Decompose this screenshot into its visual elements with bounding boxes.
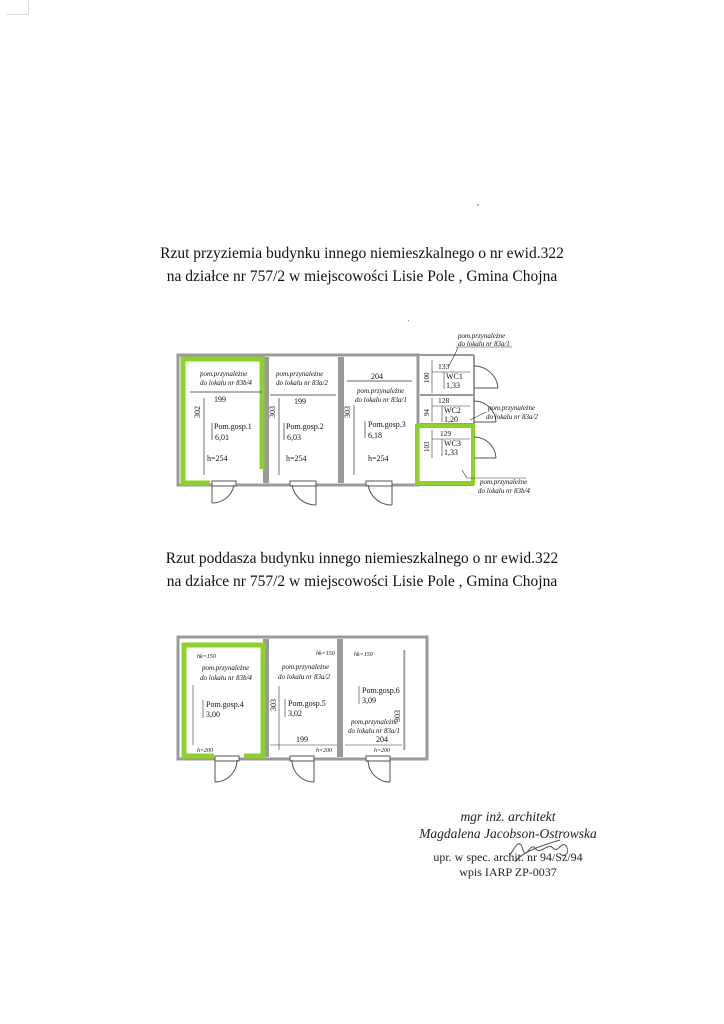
attic-room6-height: h=200 — [374, 748, 391, 754]
wc2-name: WC2 — [444, 406, 461, 415]
ground-room1-note: pom.przynależne — [200, 370, 248, 378]
architect-license: upr. w spec. archit. nr 94/Sz/94 — [433, 850, 583, 864]
svg-text:do lokalu nr 83a/1: do lokalu nr 83a/1 — [348, 727, 400, 735]
ground-room1-height: h=254 — [207, 454, 228, 463]
wc3-depth: 103 — [423, 441, 431, 452]
ground-room3-width: 204 — [371, 372, 383, 381]
ground-room2-width: 199 — [294, 397, 306, 406]
wc2-note: pom.przynależne — [488, 404, 536, 412]
ground-room1-depth: 302 — [193, 406, 202, 418]
attic-room5-hk: hk=150 — [316, 651, 335, 657]
attic-floor-plan — [178, 637, 427, 782]
attic-room4-name: Pom.gosp.4 — [206, 700, 244, 709]
svg-text:do lokalu nr 83a/2: do lokalu nr 83a/2 — [486, 413, 538, 421]
ground-floor-plan — [178, 198, 538, 505]
attic-room5-height: h=200 — [316, 748, 333, 754]
svg-text:do lokalu nr 83b/4: do lokalu nr 83b/4 — [200, 674, 252, 682]
wc3-name: WC3 — [444, 439, 461, 448]
attic-room4-height: h=200 — [197, 748, 214, 754]
wc2-width: 128 — [438, 396, 450, 405]
ground-room2-note: pom.przynależne — [276, 370, 324, 378]
attic-room6-name: Pom.gosp.6 — [362, 686, 400, 695]
architect-title: mgr inż. architekt — [460, 809, 556, 824]
attic-room5-name: Pom.gosp.5 — [288, 699, 326, 708]
architect-name: Magdalena Jacobson-Ostrowska — [419, 826, 597, 841]
attic-room6-area: 3,09 — [362, 696, 376, 705]
ground-room1-width: 199 — [214, 395, 226, 404]
attic-room4-hk: hk=150 — [197, 654, 216, 660]
ground-room3-name: Pom.gosp.3 — [368, 420, 406, 429]
ground-room1-area: 6,01 — [215, 433, 229, 442]
wc1-note: pom.przynależne — [458, 332, 506, 340]
svg-text:do lokalu nr 83a/2: do lokalu nr 83a/2 — [278, 673, 330, 681]
ground-room2-name: Pom.gosp.2 — [286, 422, 324, 431]
ground-room3-note: pom.przynależne — [357, 387, 405, 395]
wc1-area: 1,33 — [446, 381, 460, 390]
ground-room2-area: 6,03 — [287, 433, 301, 442]
wc1-depth: 100 — [423, 372, 431, 383]
attic-room5-area: 3,02 — [288, 709, 302, 718]
attic-room4-area: 3,00 — [206, 710, 220, 719]
wc1-width: 133 — [438, 362, 450, 371]
ground-room3-area: 6,18 — [368, 431, 382, 440]
svg-text:': ' — [408, 320, 410, 326]
ground-title-line2: na działce nr 757/2 w miejscowości Lisie Pole , Gmina Chojna — [166, 268, 558, 285]
ground-room3-height: h=254 — [368, 454, 389, 463]
attic-room4-note: pom.przynależne — [202, 664, 250, 672]
attic-room5-note: pom.przynależne — [282, 663, 330, 671]
ground-title-line1: Rzut przyziemia budynku innego niemieszkalnego o nr ewid.322 — [160, 245, 564, 262]
wc3-width: 129 — [440, 429, 452, 438]
attic-room5-width: 199 — [296, 735, 308, 744]
wc2-depth: 94 — [423, 409, 431, 416]
svg-text:do lokalu nr 83b/4: do lokalu nr 83b/4 — [200, 379, 252, 387]
attic-room6-depth: 303 — [393, 710, 402, 722]
svg-text:do lokalu nr 83b/4: do lokalu nr 83b/4 — [478, 487, 530, 495]
svg-text:do lokalu nr 83a/1: do lokalu nr 83a/1 — [355, 396, 407, 404]
ground-room1-name: Pom.gosp.1 — [214, 422, 252, 431]
wc3-note: pom.przynależne — [480, 478, 528, 486]
svg-text:,: , — [477, 198, 479, 207]
attic-room6-note: pom.przynależne — [351, 718, 399, 726]
attic-title-line1: Rzut poddasza budynku innego niemieszkalnego o nr ewid.322 — [165, 550, 559, 567]
attic-room5-depth: 303 — [269, 699, 278, 711]
ground-room3-depth: 303 — [343, 406, 352, 418]
wc2-area: 1,20 — [444, 415, 458, 424]
wc3-area: 1,33 — [444, 448, 458, 457]
attic-room6-width: 204 — [376, 735, 388, 744]
architect-registry: wpis IARP ZP-0037 — [459, 865, 557, 879]
ground-room2-height: h=254 — [286, 454, 307, 463]
attic-title-line2: na działce nr 757/2 w miejscowości Lisie Pole , Gmina Chojna — [166, 573, 558, 590]
architect-signature-block — [408, 808, 608, 880]
svg-text:do lokalu nr 83a/1: do lokalu nr 83a/1 — [458, 340, 510, 348]
wc1-name: WC1 — [446, 372, 463, 381]
ground-room2-depth: 303 — [268, 406, 277, 418]
attic-room6-hk: hk=150 — [354, 652, 373, 658]
svg-text:do lokalu nr 83a/2: do lokalu nr 83a/2 — [276, 379, 328, 387]
